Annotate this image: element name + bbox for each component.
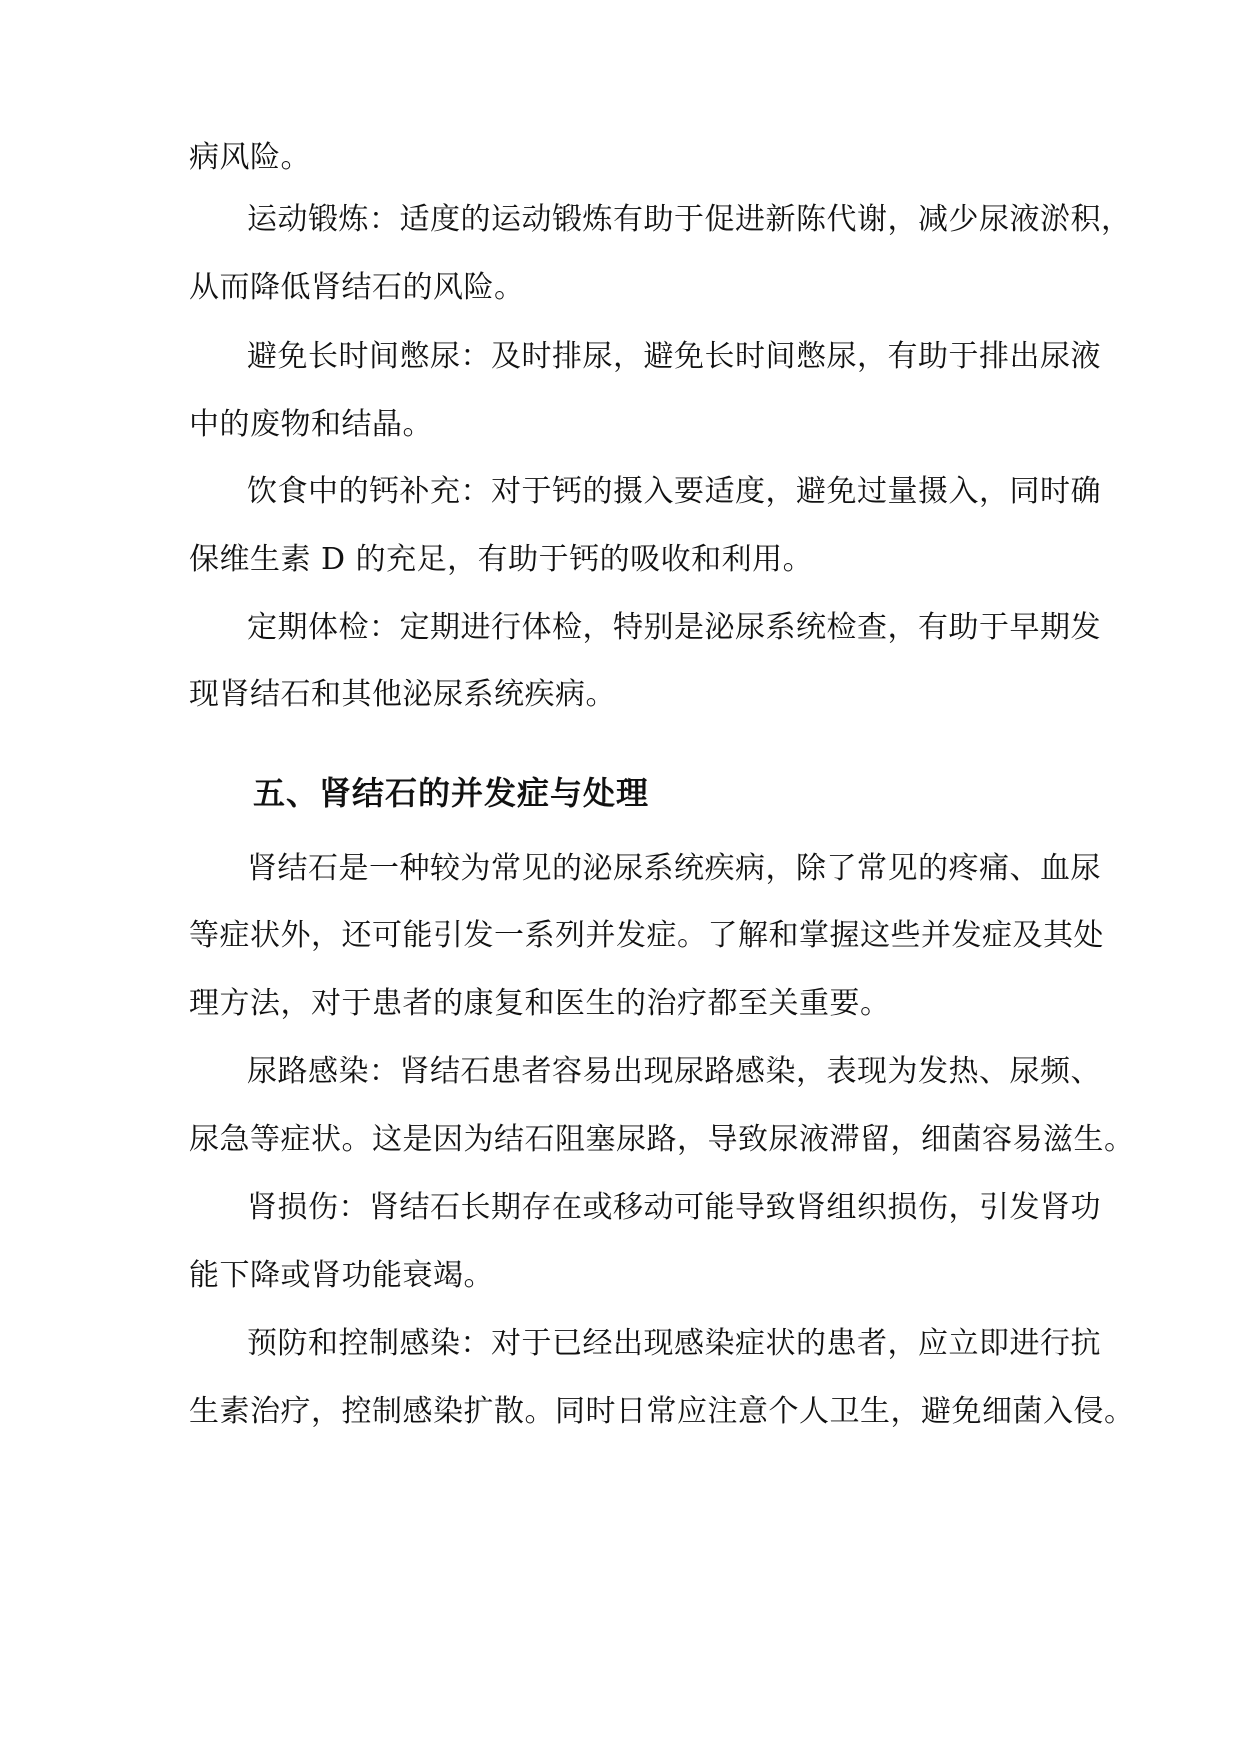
paragraph-line: 现肾结石和其他泌尿系统疾病。 [189,677,616,712]
paragraph-line: 尿急等症状。这是因为结石阻塞尿路，导致尿液滞留，细菌容易滋生。 [189,1122,1135,1157]
paragraph-line: 避免长时间憋尿：及时排尿，避免长时间憋尿，有助于排出尿液 [247,339,1101,374]
paragraph-line: 生素治疗，控制感染扩散。同时日常应注意个人卫生，避免细菌入侵。 [189,1394,1135,1429]
paragraph-line: 能下降或肾功能衰竭。 [189,1258,494,1293]
paragraph-line: 饮食中的钙补充：对于钙的摄入要适度，避免过量摄入，同时确 [247,474,1101,509]
paragraph-line: 尿路感染：肾结石患者容易出现尿路感染，表现为发热、尿频、 [247,1054,1101,1089]
paragraph-line: 病风险。 [189,140,311,175]
paragraph-line: 中的废物和结晶。 [189,407,433,442]
paragraph-line: 肾损伤：肾结石长期存在或移动可能导致肾组织损伤，引发肾功 [247,1190,1101,1225]
paragraph-line: 预防和控制感染：对于已经出现感染症状的患者，应立即进行抗 [247,1326,1101,1361]
paragraph-line: 肾结石是一种较为常见的泌尿系统疾病，除了常见的疼痛、血尿 [247,851,1101,886]
section-heading: 五、肾结石的并发症与处理 [253,774,650,812]
paragraph-line: 保维生素 D 的充足，有助于钙的吸收和利用。 [189,542,814,577]
paragraph-line: 定期体检：定期进行体检，特别是泌尿系统检查，有助于早期发 [247,610,1101,645]
paragraph-line: 等症状外，还可能引发一系列并发症。了解和掌握这些并发症及其处 [189,918,1104,953]
paragraph-line: 从而降低肾结石的风险。 [189,270,525,305]
paragraph-line: 运动锻炼：适度的运动锻炼有助于促进新陈代谢，减少尿液淤积， [247,202,1132,237]
paragraph-line: 理方法，对于患者的康复和医生的治疗都至关重要。 [189,986,891,1021]
